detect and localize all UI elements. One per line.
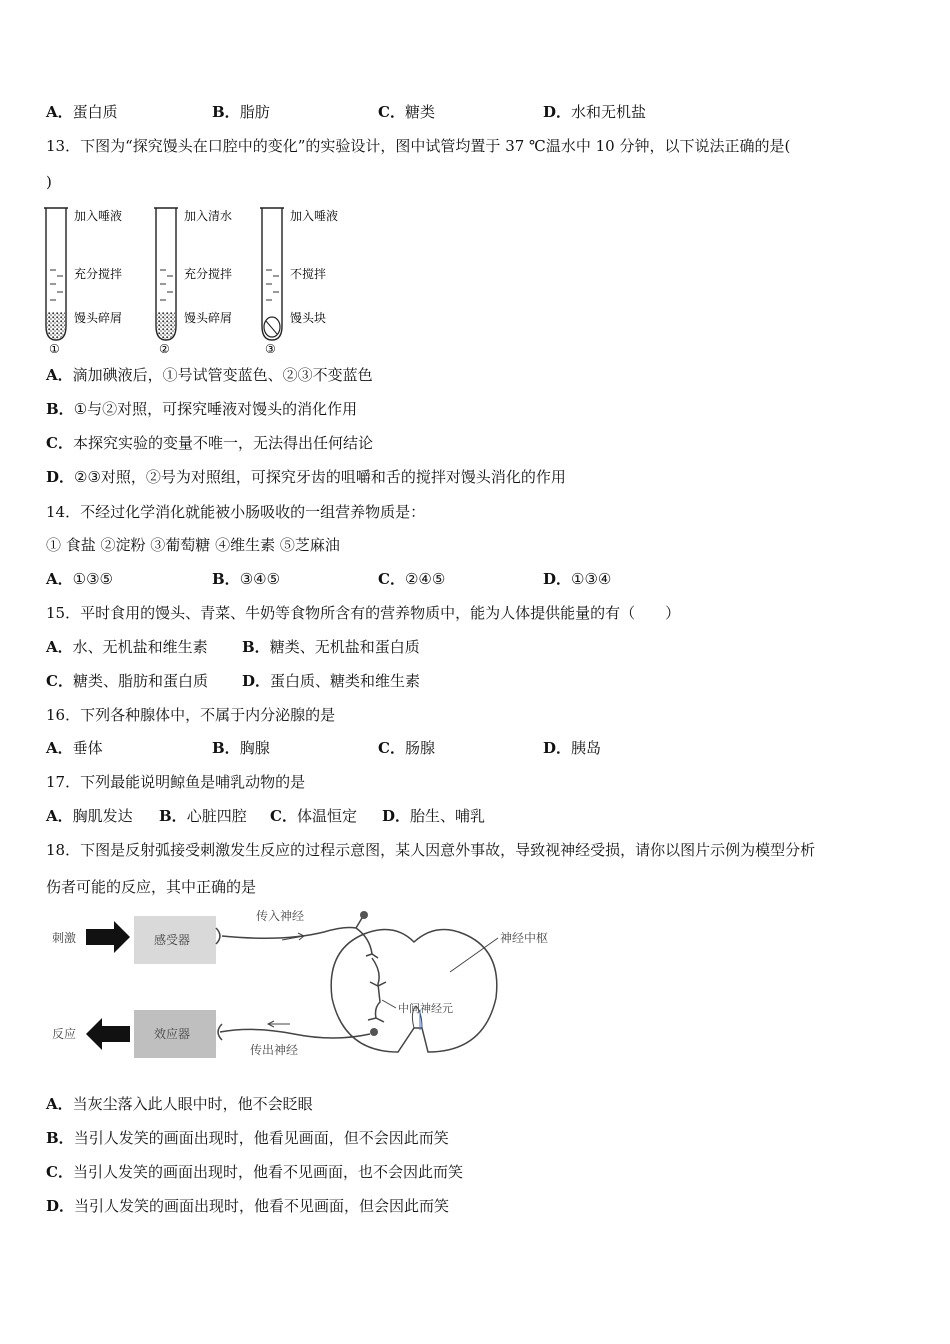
q12-option-c[interactable]: C．糖类	[378, 103, 435, 121]
spinal-cord-outline	[331, 930, 497, 1053]
q17-option-c[interactable]: C．体温恒定	[270, 807, 357, 825]
tube-1-label-mid: 充分搅拌	[74, 267, 123, 281]
efferent-label: 传出神经	[250, 1043, 299, 1057]
q18-option-a[interactable]: A．当灰尘落入此人眼中时，他不会眨眼	[46, 1095, 313, 1113]
q13-option-c[interactable]: C．本探究实验的变量不唯一，无法得出任何结论	[46, 434, 373, 452]
q18-stem: 18．下图是反射弧接受刺激发生反应的过程示意图，某人因意外事故，导致视神经受损，请你以图片示例为模型分析	[46, 841, 816, 859]
q17-option-a[interactable]: A．胸肌发达	[46, 807, 133, 825]
q16-option-a[interactable]: A．垂体	[46, 739, 103, 757]
tube-1-number: ①	[49, 342, 60, 356]
q14-option-a[interactable]: A．①③⑤	[46, 570, 113, 588]
q15-option-a[interactable]: A．水、无机盐和维生素	[46, 638, 208, 656]
q16-stem: 16．下列各种腺体中，不属于内分泌腺的是	[46, 706, 336, 724]
q17-option-b[interactable]: B．心脏四腔	[159, 807, 247, 825]
q12-option-b[interactable]: B．脂肪	[212, 103, 270, 121]
q12-option-a[interactable]: A．蛋白质	[46, 103, 118, 121]
q18-option-c[interactable]: C．当引人发笑的画面出现时，他看不见画面，也不会因此而笑	[46, 1163, 463, 1181]
tube-3-label-top: 加入唾液	[290, 209, 339, 223]
q13-stem-cont: )	[46, 173, 52, 191]
q18-option-b[interactable]: B．当引人发笑的画面出现时，他看见画面，但不会因此而笑	[46, 1129, 449, 1147]
tube-1-label-top: 加入唾液	[74, 209, 123, 223]
q13-stem: 13．下图为“探究馒头在口腔中的变化”的实验设计，图中试管均置于 37 ℃温水中 10 分钟，以下说法正确的是(	[46, 137, 791, 155]
q16-option-d[interactable]: D．胰岛	[543, 739, 602, 757]
q15-stem: 15．平时食用的馒头、青菜、牛奶等食物所含有的营养物质中，能为人体提供能量的有（ ）	[46, 604, 681, 622]
tube-2-label-mid: 充分搅拌	[184, 267, 233, 281]
receptor-label: 感受器	[154, 933, 191, 947]
response-arrow-icon	[86, 1018, 130, 1050]
q14-items: ① 食盐 ②淀粉 ③葡萄糖 ④维生素 ⑤芝麻油	[46, 536, 340, 554]
stimulus-arrow-icon	[86, 921, 130, 953]
q15-option-d[interactable]: D．蛋白质、糖类和维生素	[242, 672, 421, 690]
q15-option-c[interactable]: C．糖类、脂肪和蛋白质	[46, 672, 208, 690]
tube-3-label-mid: 不搅拌	[290, 267, 327, 281]
tube-2	[154, 208, 232, 356]
effector-label: 效应器	[154, 1027, 191, 1041]
interneuron	[372, 958, 380, 1018]
tube-3-number: ③	[265, 342, 276, 356]
tube-2-number: ②	[159, 342, 170, 356]
tube-2-label-top: 加入清水	[184, 209, 233, 223]
q14-option-b[interactable]: B．③④⑤	[212, 570, 281, 588]
tube-1-label-bottom: 馒头碎屑	[74, 311, 123, 325]
q16-option-c[interactable]: C．肠腺	[378, 739, 435, 757]
q17-option-d[interactable]: D．胎生、哺乳	[382, 807, 486, 825]
q18-option-d[interactable]: D．当引人发笑的画面出现时，他看不见画面，但会因此而笑	[46, 1197, 450, 1215]
q16-option-b[interactable]: B．胸腺	[212, 739, 270, 757]
q14-stem: 14．不经过化学消化就能被小肠吸收的一组营养物质是：	[46, 503, 426, 521]
center-label: 神经中枢	[500, 931, 549, 945]
q15-option-b[interactable]: B．糖类、无机盐和蛋白质	[242, 638, 420, 656]
interneuron-label: 中间神经元	[398, 1002, 453, 1015]
q13-option-d[interactable]: D．②③对照，②号为对照组，可探究牙齿的咀嚼和舌的搅拌对馒头消化的作用	[46, 468, 566, 486]
tube-1	[44, 208, 122, 356]
reflex-arc-figure	[44, 902, 584, 1084]
tube-3-label-bottom: 馒头块	[290, 311, 327, 325]
q13-option-a[interactable]: A．滴加碘液后，①号试管变蓝色、②③不变蓝色	[46, 366, 373, 384]
tube-3	[260, 208, 338, 356]
sensory-neuron-soma	[360, 911, 368, 919]
q17-stem: 17．下列最能说明鲸鱼是哺乳动物的是	[46, 773, 306, 791]
efferent-arrow-icon	[268, 1021, 290, 1027]
afferent-label: 传入神经	[256, 909, 305, 923]
response-label: 反应	[52, 1027, 77, 1041]
tube-2-label-bottom: 馒头碎屑	[184, 311, 233, 325]
stimulus-label: 刺激	[52, 931, 77, 945]
test-tube-figure	[40, 200, 360, 358]
motor-neuron-soma	[370, 1028, 378, 1036]
q12-option-d[interactable]: D．水和无机盐	[543, 103, 647, 121]
q13-option-b[interactable]: B．①与②对照，可探究唾液对馒头的消化作用	[46, 400, 358, 418]
afferent-nerve	[216, 928, 356, 945]
q14-option-d[interactable]: D．①③④	[543, 570, 612, 588]
q14-option-c[interactable]: C．②④⑤	[378, 570, 446, 588]
q18-stem-cont: 伤者可能的反应，其中正确的是	[46, 878, 257, 896]
